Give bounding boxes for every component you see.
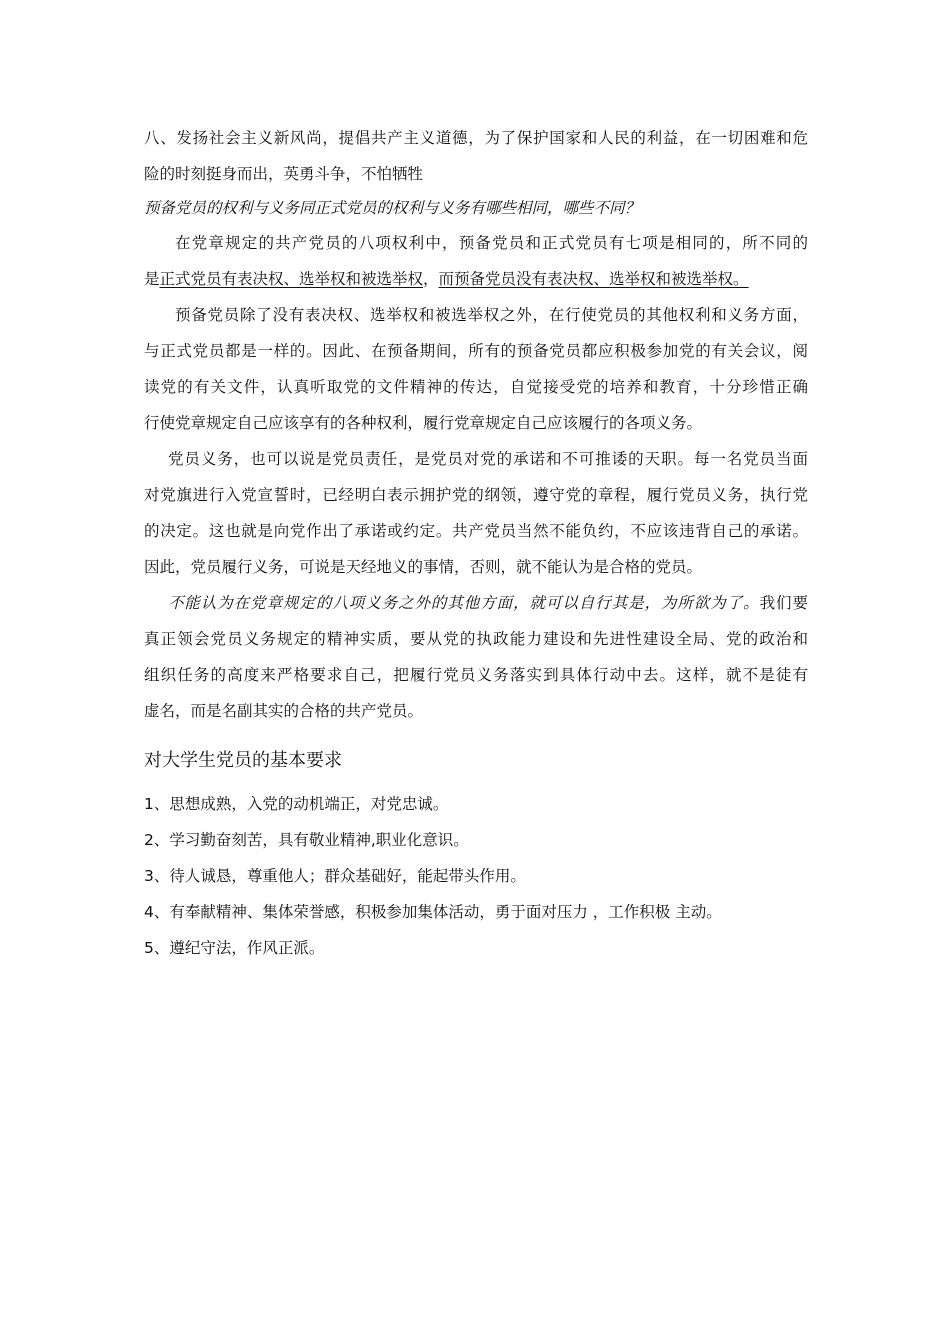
underlined-text: 正式党员有表决权、选举权和被选举权: [159, 270, 424, 288]
text-span: 是: [144, 270, 160, 288]
requirement-item: 2、学习勤奋刻苦，具有敬业精神,职业化意识。: [144, 831, 469, 849]
requirements-list: [144, 786, 808, 966]
spirit-paragraph: [144, 585, 808, 729]
text-span: 我们要: [759, 594, 808, 612]
text-line: 真正领会党员义务规定的精神实质，要从党的执政能力建设和先进性建设全局、党的政治和: [144, 630, 808, 648]
text-line: 预备党员除了没有表决权、选举权和被选举权之外，在行使党员的其他权利和义务方面，: [175, 306, 808, 324]
text-line: 虚名，而是名副其实的合格的共产党员。: [144, 702, 424, 720]
requirement-item: 1、思想成熟，入党的动机端正，对党忠诚。: [144, 795, 449, 813]
requirement-item: 3、待人诚恳，尊重他人；群众基础好，能起带头作用。: [144, 867, 526, 885]
text-line: 因此，党员履行义务，可说是天经地义的事情，否则，就不能认为是合格的党员。: [144, 558, 703, 576]
answer-paragraph-1: [144, 225, 808, 297]
text-line: [144, 585, 808, 621]
italic-text: 不能认为在党章规定的八项义务之外的其他方面，就可以自行其是，为所欲为了。: [168, 594, 760, 612]
item-8-paragraph: [144, 120, 808, 192]
text-line: 读党的有关文件，认真听取党的文件精神的传达，自觉接受党的培养和教育，十分珍惜正确: [144, 378, 808, 396]
text-line: 行使党章规定自己应该享有的各种权利，履行党章规定自己应该履行的各项义务。: [144, 414, 703, 432]
document-page: [144, 120, 808, 966]
duty-paragraph: [144, 441, 808, 585]
text-line: 对党旗进行入党宣誓时，已经明白表示拥护党的纲领，遵守党的章程，履行党员义务，执行党: [144, 486, 808, 504]
text-span: ，: [423, 270, 439, 288]
requirement-item: 5、遵纪守法，作风正派。: [144, 939, 325, 957]
text-line: 八、发扬社会主义新风尚，提倡共产主义道德，为了保护国家和人民的利益，在一切困难和危: [144, 129, 808, 147]
text-line: 组织任务的高度来严格要求自己，把履行党员义务落实到具体行动中去。这样，就不是徒有: [144, 666, 808, 684]
requirements-heading: 对大学生党员的基本要求: [144, 750, 342, 771]
text-line: 党员义务，也可以说是党员责任，是党员对党的承诺和不可推诿的天职。每一名党员当面: [168, 450, 808, 468]
text-line: 在党章规定的共产党员的八项权利中，预备党员和正式党员有七项是相同的，所不同的: [175, 234, 808, 252]
text-line: 险的时刻挺身而出，英勇斗争，不怕牺牲: [144, 165, 424, 183]
text-line: 的决定。这也就是向党作出了承诺或约定。共产党员当然不能负约，不应该违背自己的承诺。: [144, 522, 808, 540]
underlined-text: 而预备党员没有表决权、选举权和被选举权。: [438, 270, 749, 288]
requirement-item: 4、有奉献精神、集体荣誉感，积极参加集体活动，勇于面对压力 ，工作积极 主动。: [144, 903, 722, 921]
text-line: 与正式党员都是一样的。因此、在预备期间，所有的预备党员都应积极参加党的有关会议，阅: [144, 342, 808, 360]
question-heading: 预备党员的权利与义务同正式党员的权利与义务有哪些相同，哪些不同？: [144, 199, 641, 217]
answer-paragraph-2: [144, 297, 808, 441]
text-line: [144, 261, 808, 297]
